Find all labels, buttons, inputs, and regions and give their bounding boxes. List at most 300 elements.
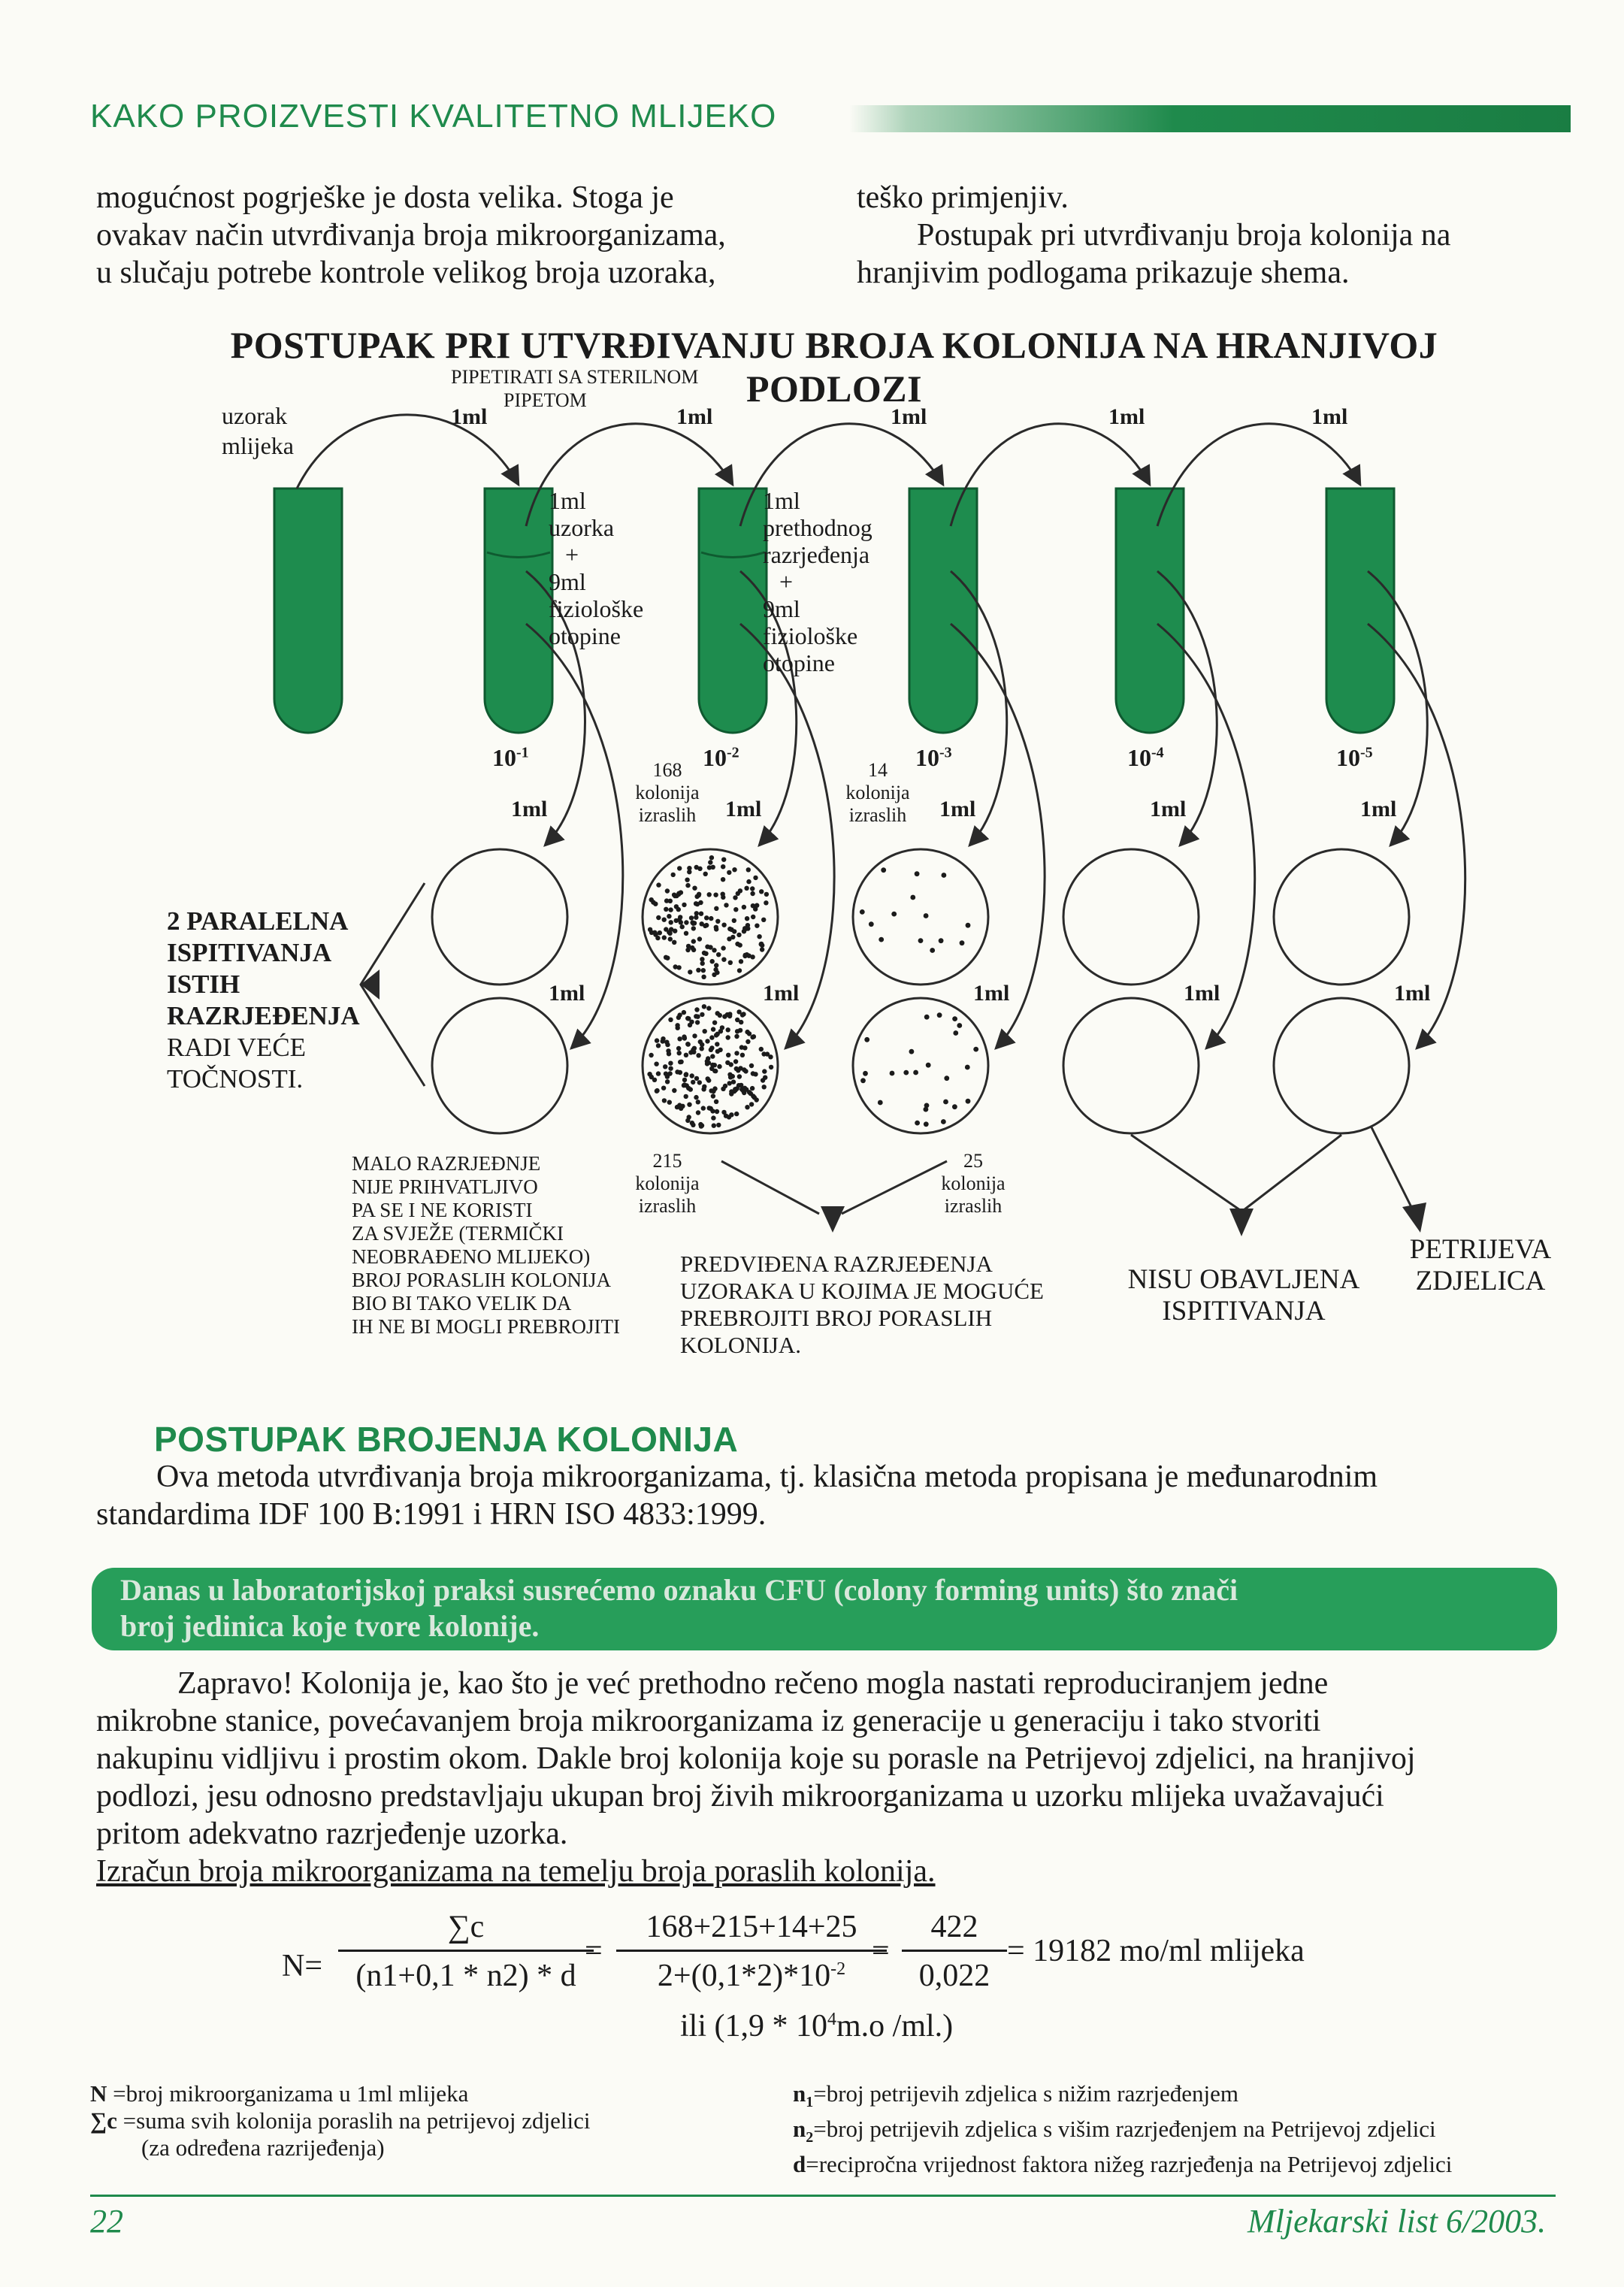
section-title: POSTUPAK BROJENJA KOLONIJA (154, 1420, 739, 1459)
colony-dot (863, 1071, 868, 1076)
colony-dot (924, 1015, 930, 1020)
colony-dot (941, 1119, 946, 1124)
outcome-arrow (842, 1161, 947, 1214)
colony-dot (715, 1032, 720, 1036)
colony-dot (715, 919, 720, 924)
colony-dot (739, 1045, 744, 1049)
colony-dot (691, 939, 696, 943)
colony-dot (712, 1063, 717, 1067)
colony-dot (715, 1049, 720, 1054)
colony-count-215: 215 kolonija izraslih (635, 1150, 700, 1217)
colony-dot (708, 945, 712, 949)
colony-dot (710, 1054, 715, 1058)
colony-dot (690, 945, 694, 950)
volume-label: 1ml (1360, 797, 1397, 821)
colony-dot (913, 1070, 918, 1075)
colony-dot (966, 923, 971, 928)
colony-dot (697, 867, 702, 871)
colony-dot (705, 1061, 709, 1066)
colony-dot (763, 1075, 767, 1080)
colony-count-168: 168 kolonija izraslih (635, 759, 700, 826)
colony-dot (716, 1123, 721, 1127)
colony-dot (684, 1072, 688, 1077)
colony-dot (942, 873, 947, 878)
volume-label: 1ml (676, 404, 713, 429)
colony-dot (953, 1030, 958, 1036)
colony-dot (668, 907, 673, 912)
colony-dot (973, 1047, 978, 1052)
formula-lhs: N= (282, 1949, 323, 1983)
petri-dish (1063, 849, 1199, 985)
formula-equals: = (585, 1934, 603, 1968)
colony-dot (764, 900, 768, 905)
colony-dot (915, 871, 920, 876)
colony-dot (720, 1025, 724, 1030)
colony-dot (761, 918, 766, 922)
colony-dot (684, 920, 688, 924)
colony-dot (750, 886, 755, 891)
colony-dot (685, 878, 689, 882)
colony-dot (717, 1064, 721, 1069)
colony-dot (726, 1053, 730, 1057)
colony-dot (714, 925, 718, 930)
colony-dot (691, 1123, 695, 1127)
not-tested-label: NISU OBAVLJENA ISPITIVANJA (1127, 1264, 1360, 1327)
colony-dot (695, 1020, 700, 1024)
test-tube-2 (485, 489, 552, 733)
outcome-arrow (1371, 1127, 1413, 1210)
intro-left-line: mogućnost pogrješke je dosta velika. Stoga je (96, 180, 674, 215)
colony-dot (701, 1087, 706, 1091)
formula-denominator: (n1+0,1 * n2) * d (355, 1959, 576, 1993)
colony-dot (732, 867, 736, 872)
colony-dot (737, 1074, 742, 1078)
colony-dot (668, 936, 673, 941)
colony-dot (734, 1112, 739, 1116)
colony-dot (957, 1023, 962, 1028)
petri-dish (1274, 849, 1409, 985)
colony-dot (965, 1065, 970, 1070)
colony-dot (669, 920, 673, 924)
colony-dot (705, 1039, 709, 1043)
colony-dot (694, 1095, 698, 1100)
dilution-label: $10^{-4}$ (1127, 744, 1164, 771)
colony-dot (685, 948, 690, 952)
colony-dot (691, 1080, 695, 1085)
colony-dot (753, 1072, 758, 1076)
colony-dot (743, 953, 748, 957)
fraction-bar (616, 1950, 887, 1952)
volume-label: 1ml (1311, 404, 1348, 429)
colony-dot (724, 903, 728, 907)
colony-dot (739, 959, 743, 964)
colony-dot (750, 954, 755, 959)
colony-dot (667, 1051, 671, 1056)
colony-dot (694, 911, 699, 915)
colony-dot (745, 1105, 749, 1109)
colony-dot (759, 942, 764, 946)
colony-dot (685, 1016, 690, 1021)
colony-dot (750, 891, 755, 896)
colony-dot (881, 867, 886, 873)
colony-dot (702, 951, 706, 955)
colony-dot (713, 967, 718, 972)
colony-dot (667, 914, 671, 918)
formula-numerator: 422 (930, 1910, 978, 1944)
petri-dish (432, 998, 567, 1133)
colony-dot (700, 1042, 704, 1047)
petri-dish (643, 998, 778, 1133)
footer-rule (90, 2195, 1556, 2197)
colony-dot (656, 915, 661, 920)
colony-dot (675, 1023, 679, 1027)
colony-dot (879, 937, 884, 942)
colony-dot (714, 1100, 718, 1104)
colony-dot (700, 921, 704, 926)
colony-dot (649, 897, 654, 902)
colony-dot (690, 1073, 694, 1078)
colony-dot (745, 1039, 750, 1044)
colony-dot (768, 1054, 773, 1059)
colony-dot (697, 936, 702, 941)
colony-dot (699, 1124, 703, 1128)
colony-dot (751, 915, 755, 919)
colony-dot (684, 1094, 688, 1099)
formula-result: = 19182 mo/ml mlijeka (1007, 1934, 1305, 1968)
running-header: KAKO PROIZVESTI KVALITETNO MLIJEKO (90, 98, 777, 135)
colony-dot (701, 975, 706, 979)
colony-dot (727, 870, 731, 875)
tube-2-note: 1ml uzorka + 9ml fiziološke otopine (549, 487, 644, 649)
colony-dot (664, 1072, 668, 1076)
colony-dot (732, 929, 736, 933)
colony-dot (712, 1124, 716, 1128)
page-number: 22 (90, 2203, 123, 2240)
colony-dot (746, 867, 751, 872)
colony-dot (729, 1112, 733, 1117)
colony-dot (656, 882, 661, 887)
colony-dot (662, 935, 667, 939)
colony-dot (860, 909, 865, 915)
volume-label: 1ml (725, 797, 762, 821)
colony-dot (665, 888, 670, 893)
colony-dot (675, 1069, 679, 1074)
colony-dot (721, 877, 725, 882)
low-dilution-note: MALO RAZRJEĐNJE NIJE PRIHVATLJIVO PA SE I NE KORISTI ZA SVJEŽE (TERMIČKI NEOBRAĐENO MLIJEKO) BROJ PORASLIH KOLONIJA BIO BI TAKO VELIK DA IH NE BI MOGLI PREBROJITI (352, 1152, 620, 1338)
colony-dot (661, 1039, 665, 1043)
colony-dot (688, 1023, 692, 1027)
colony-dot (672, 1088, 676, 1093)
dilution-label: $10^{-2}$ (703, 744, 739, 771)
colony-dot (742, 926, 747, 930)
test-tube-4 (909, 489, 977, 733)
colony-dot (721, 864, 725, 869)
colony-dot (755, 924, 759, 928)
volume-label: 1ml (1150, 797, 1187, 821)
colony-dot (937, 1012, 942, 1018)
colony-dot (668, 1066, 673, 1071)
colony-dot (695, 1015, 700, 1019)
outcome-arrowhead (1402, 1202, 1426, 1233)
colony-dot (654, 1062, 658, 1066)
legend-right: $n_1=broj$ petrijevih zdjelica s nižim razrjeđenjem $n_2=broj$ petrijevih zdjelica s višim razrjeđenjem na Petrijevoj zdjelici d=recipročna vrijednost faktora nižeg razrjeđenja na Petrijevoj zdjelici (793, 2080, 1453, 2178)
colony-dot (711, 1027, 715, 1031)
colony-dot (736, 933, 741, 937)
colony-dot (672, 940, 676, 945)
colony-dot (680, 924, 685, 929)
intro-right-line: Postupak pri utvrđivanju broja kolonija na (917, 218, 1451, 253)
colony-dot (667, 1100, 672, 1105)
formula-denominator: $2+(0,1*2)*10^{-2}$ (657, 1959, 846, 1993)
colony-count-14: 14 kolonija izraslih (845, 759, 910, 826)
colony-dot (691, 926, 696, 930)
volume-label: 1ml (511, 797, 548, 821)
colony-dot (697, 892, 701, 897)
colony-dot (706, 1056, 710, 1060)
intro-left-line: u slučaju potrebe kontrole velikog broja uzoraka, (96, 256, 716, 290)
colony-dot (762, 1085, 767, 1089)
colony-dot (737, 968, 742, 973)
colony-dot (706, 1006, 711, 1010)
colony-dot (727, 1072, 732, 1077)
colony-dot (685, 1118, 690, 1123)
outcome-arrow (721, 1161, 819, 1214)
colony-dot (759, 889, 764, 894)
formula-equals: = (872, 1934, 890, 1968)
colony-dot (696, 1053, 700, 1057)
colony-dot (677, 1051, 682, 1055)
colony-dot (729, 1089, 733, 1094)
volume-label: 1ml (939, 797, 976, 821)
colony-dot (715, 1109, 719, 1114)
colony-dot (722, 1014, 727, 1018)
colony-dot (664, 927, 668, 931)
colony-dot (692, 886, 697, 891)
colony-dot (673, 964, 678, 969)
colony-dot (750, 1086, 755, 1091)
colony-dot (762, 1069, 767, 1073)
colony-dot (696, 1100, 700, 1104)
colony-dot (701, 1106, 706, 1110)
colony-dot (685, 883, 690, 888)
colony-dot (684, 1053, 688, 1057)
outcome-arrowhead (821, 1206, 845, 1233)
colony-dot (734, 1034, 739, 1039)
sample-label: uzorak (222, 402, 288, 429)
colony-dot (960, 940, 965, 945)
test-tube-1 (274, 489, 342, 733)
colony-dot (653, 932, 658, 936)
pipette-label: PIPETOM (504, 389, 587, 411)
colony-dot (677, 866, 682, 870)
colony-dot (714, 906, 718, 911)
volume-label: 1ml (549, 981, 585, 1006)
colony-dot (648, 927, 652, 932)
colony-dot (734, 1051, 739, 1055)
colony-dot (694, 1007, 699, 1012)
dilution-label: $10^{-5}$ (1336, 744, 1373, 771)
colony-dot (677, 1103, 682, 1107)
colony-dot (674, 918, 679, 923)
colony-dot (755, 1097, 759, 1102)
colony-count-25: 25 kolonija izraslih (941, 1150, 1006, 1217)
colony-dot (696, 1110, 700, 1115)
colony-dot (655, 1038, 659, 1042)
legend-left: N =broj mikroorganizama u 1ml mlijeka ∑c =suma svih kolonija poraslih na petrijevoj zdjelici (za određena razrijeđenja) (90, 2080, 591, 2161)
intro-right-line: hranjivim podlogama prikazuje shema. (857, 256, 1350, 290)
test-tube-3 (699, 489, 767, 733)
colony-dot (687, 866, 691, 870)
colony-dot (735, 942, 739, 946)
pipette-label: PIPETIRATI SA STERILNOM (451, 366, 699, 388)
colony-dot (743, 1069, 748, 1073)
formula-numerator: 168+215+14+25 (646, 1910, 857, 1944)
colony-dot (701, 968, 706, 973)
outcome-arrowhead (1229, 1209, 1254, 1236)
colony-dot (759, 1047, 764, 1051)
colony-dot (733, 1059, 738, 1063)
colony-dot (966, 1099, 971, 1104)
bracket-arrowhead (361, 970, 380, 1000)
colony-dot (749, 1102, 754, 1106)
colony-dot (665, 956, 670, 960)
colony-dot (703, 1029, 707, 1033)
colony-dot (727, 927, 732, 931)
colony-dot (699, 912, 703, 916)
colony-dot (710, 1109, 715, 1113)
colony-dot (736, 1083, 741, 1088)
colony-dot (869, 921, 874, 927)
colony-dot (655, 1089, 659, 1094)
colony-dot (662, 1098, 667, 1103)
colony-dot (668, 1061, 673, 1066)
colony-dot (924, 1121, 929, 1127)
colony-dot (677, 1036, 682, 1041)
intro-left-line: ovakav način utvrđivanja broja mikroorganizama, (96, 218, 726, 253)
colony-dot (732, 918, 736, 923)
volume-label: 1ml (1394, 981, 1431, 1006)
colony-dot (661, 1086, 666, 1091)
colony-dot (930, 948, 935, 953)
colony-dot (716, 952, 721, 957)
colony-dot (721, 892, 725, 897)
colony-dot (915, 1121, 920, 1126)
colony-dot (864, 1037, 869, 1042)
colony-dot (924, 913, 929, 918)
colony-dot (709, 855, 714, 860)
dilution-label: $10^{-1}$ (492, 744, 529, 771)
colony-dot (924, 1107, 929, 1112)
petri-dish (1274, 998, 1409, 1133)
cfu-banner-text: Danas u laboratorijskoj praksi susrećemo oznaku CFU (colony forming units) što znači broj jedinica koje tvore kolonije. (120, 1573, 1238, 1643)
fraction-bar (902, 1950, 1007, 1952)
colony-dot (715, 1042, 719, 1046)
colony-dot (725, 1060, 730, 1065)
tube-3-note: 1ml prethodnog razrjeđenja + 9ml fiziološke otopine (763, 487, 872, 676)
colony-dot (733, 895, 737, 900)
outcome-arrow (1244, 1135, 1341, 1210)
colony-dot (694, 901, 698, 906)
colony-dot (679, 1060, 683, 1064)
volume-label: 1ml (973, 981, 1010, 1006)
colony-dot (671, 873, 676, 877)
colony-dot (860, 1078, 866, 1083)
colony-dot (691, 921, 695, 926)
colony-dot (891, 912, 897, 917)
formula-numerator: ∑c (447, 1910, 485, 1944)
colony-dot (918, 938, 924, 943)
colony-dot (713, 1069, 718, 1073)
colony-dot (676, 1046, 681, 1051)
parallel-note: 2 PARALELNA ISPITIVANJA ISTIH RAZRJEĐENJA RADI VEĆE TOČNOSTI. (167, 906, 360, 1094)
petri-dish (1063, 998, 1199, 1133)
colony-dot (664, 1040, 669, 1045)
volume-label: 1ml (891, 404, 927, 429)
colony-dot (943, 1100, 948, 1105)
colony-dot (692, 1033, 697, 1038)
colony-dot (745, 916, 749, 921)
colony-dot (662, 918, 667, 922)
colony-dot (710, 959, 715, 964)
colony-dot (752, 1034, 756, 1039)
colony-dot (735, 1018, 739, 1022)
colony-dot (910, 895, 915, 900)
diagram-title: POSTUPAK PRI UTVRĐIVANJU BROJA KOLONIJA NA HRANJIVOJ PODLOZI (230, 324, 1438, 410)
colony-dot (890, 1071, 895, 1076)
colony-dot (726, 1035, 730, 1039)
colony-dot (709, 916, 713, 921)
journal-citation: Mljekarski list 6/2003. (1247, 2203, 1547, 2240)
colony-dot (673, 929, 677, 933)
colony-dot (727, 1081, 732, 1085)
colony-dot (700, 961, 705, 966)
colony-dot (926, 1063, 931, 1068)
colony-dot (682, 903, 686, 907)
colony-dot (721, 957, 726, 962)
colony-dot (939, 938, 944, 943)
colony-dot (709, 1045, 714, 1050)
colony-dot (711, 1094, 715, 1098)
colony-dot (727, 936, 731, 941)
fraction-bar (338, 1950, 594, 1952)
colony-dot (742, 905, 746, 909)
volume-label: 1ml (451, 404, 488, 429)
colony-dot (663, 1064, 667, 1069)
colony-dot (736, 1068, 740, 1072)
colony-dot (757, 934, 761, 939)
colony-dot (649, 1053, 653, 1057)
colony-dot (711, 1115, 715, 1120)
colony-dot (656, 1071, 661, 1075)
colony-dot (664, 907, 668, 912)
colony-dot (676, 1015, 681, 1020)
formula-alternative: ili ($1,9 * 10^4m.o$ /ml.) (680, 2009, 954, 2043)
outcome-arrow (1131, 1135, 1240, 1210)
colony-dot (764, 892, 769, 897)
colony-dot (672, 893, 676, 897)
colony-dot (676, 907, 681, 912)
colony-dot (952, 1104, 957, 1109)
method-paragraph: Ova metoda utvrđivanja broja mikroorganizama, tj. klasična metoda propisana je međunarodnim standardima IDF 100 B:1991 i HRN ISO 4833:1999. (96, 1460, 1378, 1532)
colony-dot (712, 1021, 717, 1025)
volume-label: 1ml (763, 981, 800, 1006)
colony-dot (704, 915, 709, 920)
colony-dot (708, 860, 712, 864)
colony-dot (733, 907, 738, 912)
colony-dot (665, 1079, 670, 1084)
colony-dot (682, 1082, 687, 1087)
colony-dot (753, 876, 758, 880)
